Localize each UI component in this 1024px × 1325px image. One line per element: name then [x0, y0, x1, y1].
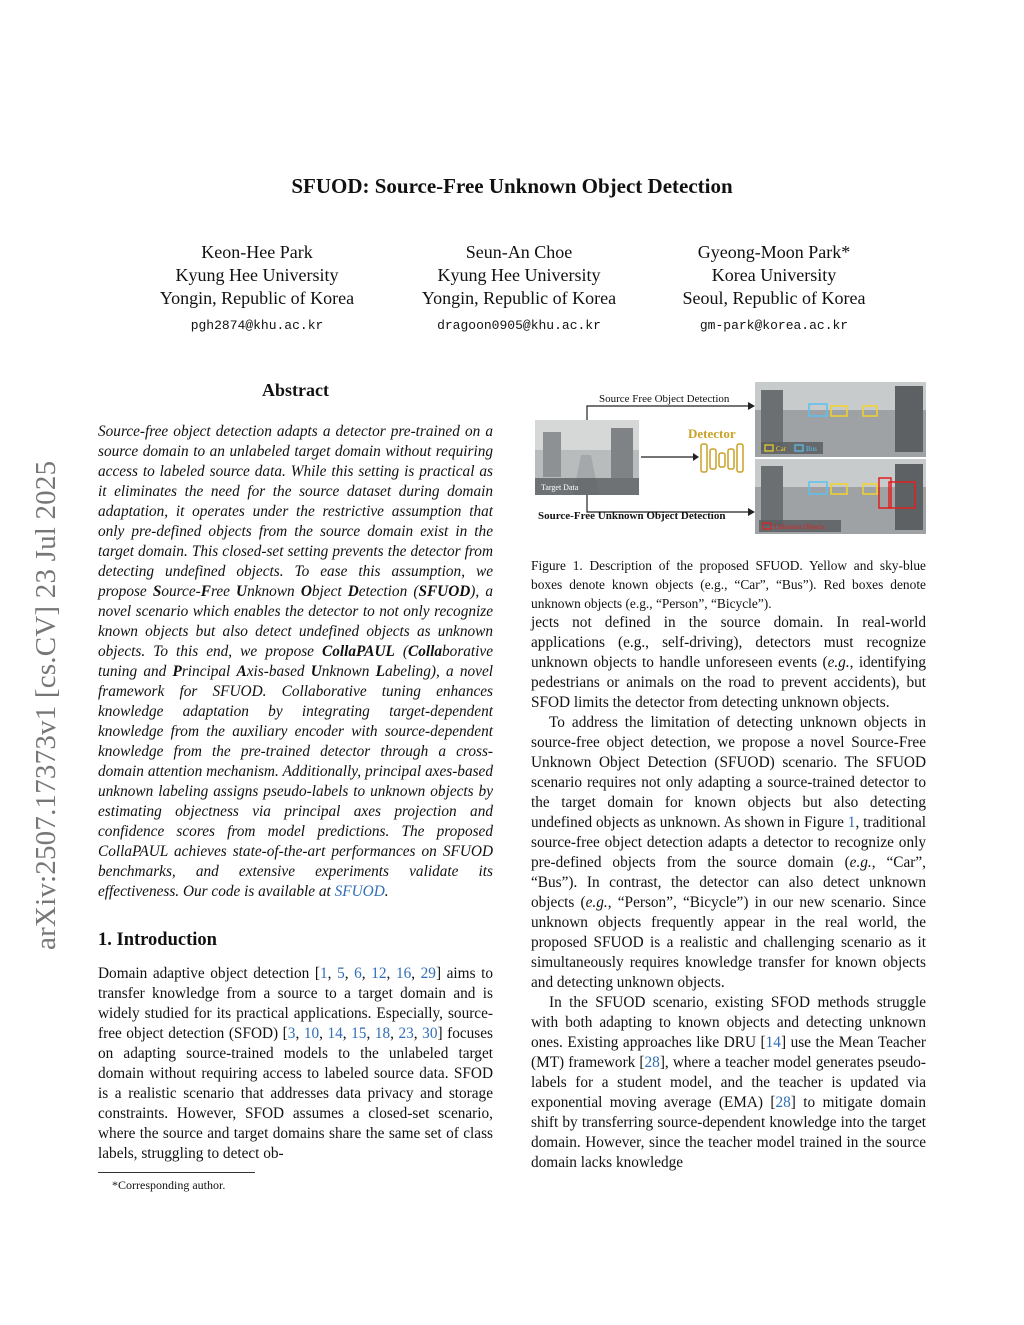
author-affiliation: Korea University	[711, 265, 837, 285]
car-legend-label: Car	[776, 445, 787, 453]
author-block-3	[649, 241, 899, 337]
sfod-label: Source Free Object Detection	[599, 393, 730, 405]
author-email[interactable]: pgh2874@khu.ac.kr	[190, 318, 324, 333]
detector-label: Detector	[688, 426, 736, 441]
unknown-legend-label: Unknown Objects	[774, 523, 825, 531]
author-location: Yongin, Republic of Korea	[159, 288, 355, 308]
author-location: Yongin, Republic of Korea	[421, 288, 617, 308]
footnote-divider	[98, 1172, 255, 1173]
author-location: Seoul, Republic of Korea	[682, 288, 866, 308]
author-name: Gyeong-Moon Park*	[697, 242, 851, 262]
footnote: *Corresponding author.	[112, 1178, 226, 1192]
figure-1	[533, 380, 928, 535]
sfuod-label: Source-Free Unknown Object Detection	[538, 510, 726, 522]
figure-1-caption: Figure 1. Description of the proposed SFUOD. Yellow and sky-blue boxes denote known objects (e.g., “Car”, “Bus”). Red boxes denote unknown objects (e.g., “Person”, “Bicycle”).	[531, 558, 926, 611]
intro-left-column: Domain adaptive object detection [1, 5, 6, 12, 16, 29] aims to transfer knowledge from a source to a target domain and is widely studied for its practical applications. Especially, source-free object detection (SFOD) [3, 10, 14, 15, 18, 23, 30] focuses on adapting source-trained models to the unlabeled target domain without requiring access to labeled source data. SFOD is a realistic scenario that addresses data privacy and storage constraints. However, SFOD assumes a closed-set scenario, where the source and target domains share the same set of class labels, struggling to detect ob-	[98, 965, 494, 1162]
arxiv-sidebar-id: arXiv:2507.17373v1 [cs.CV] 23 Jul 2025	[30, 460, 62, 950]
code-link[interactable]: SFUOD	[334, 883, 385, 900]
author-email[interactable]: gm-park@korea.ac.kr	[699, 318, 849, 333]
abstract-text: Source-free object detection adapts a detector pre-trained on a source domain to an unlabeled target domain without requiring access to labeled source data. While this setting is practical as it eliminates the need for the source dataset during domain adaptation, it operates under the restrictive assumption that only pre-defined objects from the source domain exist in the target domain. This closed-set setting prevents the detector from detecting undefined objects. To ease this assumption, we propose Source-Free Unknown Object Detection (SFUOD), a novel scenario which enables the detector to not only recognize known objects but also detect undefined objects as unknown objects. To this end, we propose CollaPAUL (Collaborative tuning and Principal Axis-based Unknown Labeling), a novel framework for SFUOD. Collaborative tuning enhances knowledge adaptation by integrating target-dependent knowledge from the auxiliary encoder with source-dependent knowledge from the pre-trained detector through a cross-domain attention mechanism. Additionally, principal axes-based unknown labeling assigns pseudo-labels to unknown objects by estimating objectness via principal axes projection and confidence scores from model predictions. The proposed CollaPAUL achieves state-of-the-art performances on SFUOD benchmarks, and extensive experiments validate its effectiveness. Our code is available at SFUOD.	[98, 423, 494, 900]
author-block-2	[394, 241, 644, 337]
author-name: Seun-An Choe	[465, 242, 573, 262]
section-heading-introduction: 1. Introduction	[98, 930, 217, 950]
author-block-1	[132, 241, 382, 337]
author-email[interactable]: dragoon0905@khu.ac.kr	[437, 318, 601, 333]
detector-icon	[701, 444, 743, 472]
target-data-label: Target Data	[541, 483, 579, 492]
bus-legend-label: Bus	[806, 445, 817, 453]
intro-right-column: jects not defined in the source domain. In real-world applications (e.g., self-driving), detectors must recognize unknown objects to handle unforeseen events (e.g., identifying pedestrians or animals on the road to prevent accidents), but SFOD limits the detector from detecting unknown objects. To address the limitation of detecting unknown objects in source-free object detection, we propose a novel Source-Free Unknown Object Detection (SFUOD) scenario. The SFUOD scenario requires not only adapting a source-trained detector to the target domain for known objects but also detecting undefined objects as unknown. As shown in Figure 1, traditional source-free object detection adapts a detector to recognize only pre-defined objects from the source domain (e.g., “Car”, “Bus”). In contrast, the detector can also detect unknown objects (e.g., “Person”, “Bicycle”) in our new scenario. Since unknown objects frequently appear in the real world, the proposed SFUOD is a realistic and challenging scenario as it simultaneously requires knowledge transfer for known objects and detecting unknown objects. In the SFUOD scenario, existing SFOD methods struggle with both adapting to known objects and detecting unknown ones. Existing approaches like DRU [14] use the Mean Teacher (MT) framework [28], where a teacher model generates pseudo-labels for a student model, and the teacher is updated via exponential moving average (EMA) [28] to mitigate domain shift by transferring source-dependent knowledge into the target domain. However, since the teacher model trained in the source domain lacks knowledge	[531, 614, 927, 1171]
abstract-heading: Abstract	[262, 380, 329, 400]
author-affiliation: Kyung Hee University	[175, 265, 339, 285]
paper-title: SFUOD: Source-Free Unknown Object Detection	[291, 174, 733, 198]
author-affiliation: Kyung Hee University	[437, 265, 601, 285]
author-name: Keon-Hee Park	[201, 242, 313, 262]
